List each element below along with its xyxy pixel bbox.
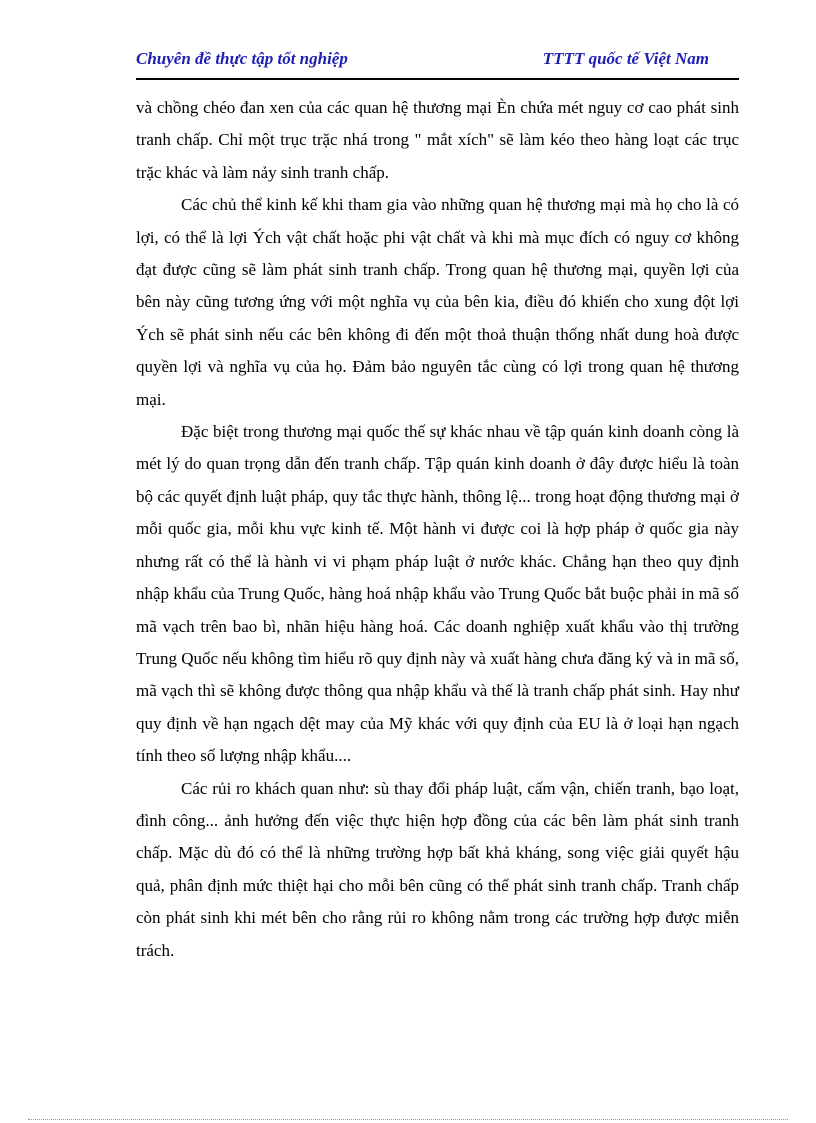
header-left-title: Chuyên đề thực tập tốt nghiệp (136, 49, 348, 68)
header-divider (136, 78, 739, 80)
paragraph: Các rủi ro khách quan như: sù thay đổi pháp luật, cấm vận, chiến tranh, bạo loạt, đình công... ảnh hưởng đến việc thực hiện hợp đồng của các bên làm phát sinh tranh chấp. Mặc dù đó có thể là những trường hợp bất khả kháng, song việc giải quyết hậu quả, phân định mức thiệt hại cho mỗi bên cũng có thể phát sinh tranh chấp. Tranh chấp còn phát sinh khi mét bên cho rằng rủi ro không nằm trong các trường hợp được miễn trách. (136, 778, 739, 960)
page-header (136, 48, 739, 74)
header-right-title: TTTT quốc tế Việt Nam (542, 49, 709, 68)
footer-divider (28, 1119, 788, 1120)
document-body (136, 92, 739, 967)
paragraph: Đặc biệt trong thương mại quốc thế sự khác nhau về tập quán kinh doanh còng là mét lý do quan trọng dẫn đến tranh chấp. Tập quán kinh doanh ở đây được hiểu là toàn bộ các quyết định luật pháp, quy tắc thực hành, thông lệ... trong hoạt động thương mại ở mỗi quốc gia, mỗi khu vực kinh tế. Một hành vi được coi là hợp pháp ở quốc gia này nhưng rất có thể là hành vi vi phạm pháp luật ở nước khác. Chẳng hạn theo quy định nhập khẩu của Trung Quốc, hàng hoá nhập khẩu vào Trung Quốc bắt buộc phải in mã số mã vạch trên bao bì, nhãn hiệu hàng hoá. Các doanh nghiệp xuất khẩu vào thị trường Trung Quốc nếu không tìm hiểu rõ quy định này và xuất hàng chưa đăng ký và in mã số, mã vạch thì sẽ không được thông qua nhập khẩu và thế là tranh chấp phát sinh. Hay như quy định về hạn ngạch dệt may của Mỹ khác với quy định của EU là ở loại hạn ngạch tính theo số lượng nhập khẩu.... (136, 422, 739, 766)
paragraph: Các chủ thể kinh kế khi tham gia vào những quan hệ thương mại mà họ cho là có lợi, có thể là lợi Ých vật chất hoặc phi vật chất và khi mà mục đích có nguy cơ không đạt được cũng sẽ làm phát sinh tranh chấp. Trong quan hệ thương mại, quyền lợi của bên này cũng tương ứng với một nghĩa vụ của bên kia, điều đó khiến cho xung đột lợi Ých sẽ phát sinh nếu các bên không đi đến một thoả thuận thống nhất dung hoà được quyền lợi và nghĩa vụ của họ. Đảm bảo nguyên tắc cùng có lợi trong quan hệ thương mại. (136, 195, 739, 409)
paragraph-continuation: và chồng chéo đan xen của các quan hệ thương mại Èn chứa mét nguy cơ cao phát sinh tranh chấp. Chỉ một trục trặc nhá trong " mắt xích" sẽ làm kéo theo hàng loạt các trục trặc khác và làm nảy sinh tranh chấp. (136, 98, 739, 182)
